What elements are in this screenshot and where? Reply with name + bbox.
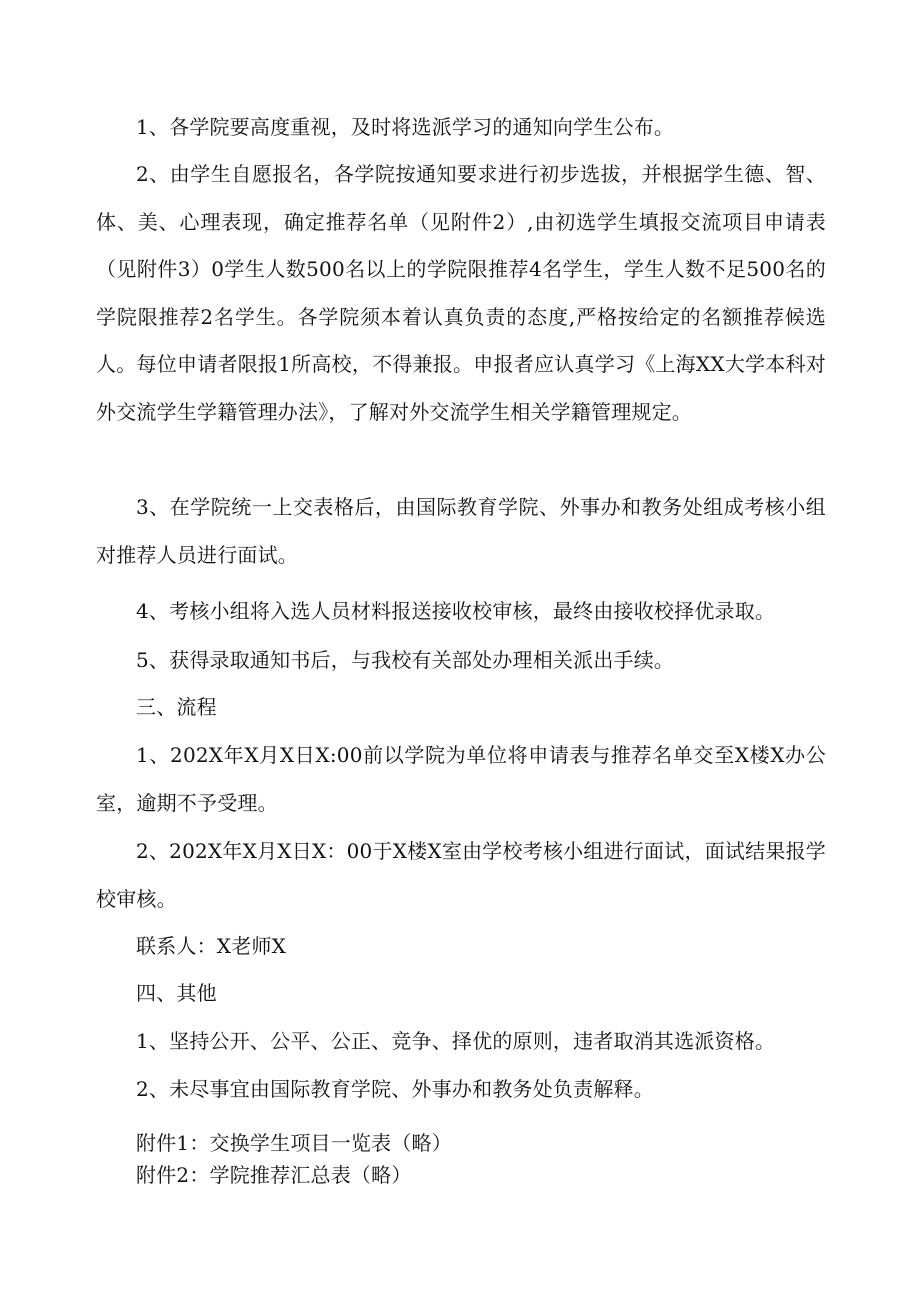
attachment-1: 附件1：交换学生项目一览表（略） xyxy=(136,1131,452,1155)
paragraph-item-1: 1、各学院要高度重视，及时将选派学习的通知向学生公布。 xyxy=(136,115,675,139)
paragraph-item-2: 2、由学生自愿报名，各学院按通知要求进行初步选拔，并根据学生德、智、体、美、心理表现，确定推荐名单（见附件2）,由初选学生填报交流项目申请表（见附件3）0学生人数500名以上的学院限推荐4名学生，学生人数不足500名的学院限推荐2名学生。各学院须本着认真负责的态度,严格按给定的名额推荐候选人。每位申请者限报1所高校，不得兼报。申报者应认真学习《上海XX大学本科对外交流学生学籍管理办法》，了解对外交流学生相关学籍管理规定。 xyxy=(96,162,826,424)
paragraph-item-4: 4、考核小组将入选人员材料报送接收校审核，最终由接收校择优录取。 xyxy=(136,599,776,623)
paragraph-item-3: 3、在学院统一上交表格后，由国际教育学院、外事办和教务处组成考核小组对推荐人员进行面试。 xyxy=(96,495,826,567)
process-item-2: 2、202X年X月X日X：00于X楼X室由学校考核小组进行面试，面试结果报学校审核。 xyxy=(96,839,826,911)
contact-line: 联系人：X老师X xyxy=(136,934,287,958)
other-item-1: 1、坚持公开、公平、公正、竞争、择优的原则，违者取消其选派资格。 xyxy=(136,1029,776,1053)
attachment-2: 附件2：学院推荐汇总表（略） xyxy=(136,1163,412,1187)
section-heading-other: 四、其他 xyxy=(136,981,217,1005)
process-item-1: 1、202X年X月X日X:00前以学院为单位将申请表与推荐名单交至X楼X办公室，逾期不予受理。 xyxy=(96,743,826,815)
section-heading-process: 三、流程 xyxy=(136,695,217,719)
other-item-2: 2、未尽事宜由国际教育学院、外事办和教务处负责解释。 xyxy=(136,1077,654,1101)
paragraph-item-5: 5、获得录取通知书后，与我校有关部处办理相关派出手续。 xyxy=(136,648,675,672)
